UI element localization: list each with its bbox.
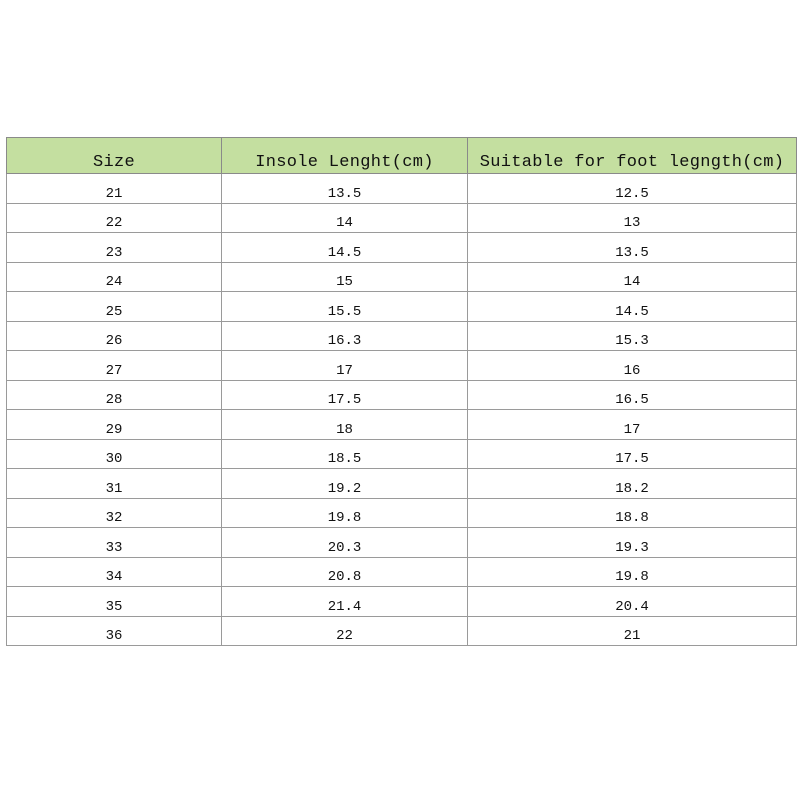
foot-length-cell: 18.2: [468, 469, 797, 499]
size-cell: 36: [7, 617, 222, 646]
header-foot-length: Suitable for foot legngth(cm): [468, 138, 797, 174]
table-row: [7, 469, 797, 499]
size-cell: 32: [7, 499, 222, 528]
foot-length-cell: 19.3: [468, 528, 797, 558]
insole-length-cell: 20.3: [222, 528, 468, 558]
foot-length-cell: 13: [468, 204, 797, 233]
size-cell: 30: [7, 440, 222, 469]
table-row: [7, 558, 797, 587]
size-cell: 26: [7, 322, 222, 351]
insole-length-cell: 17.5: [222, 381, 468, 410]
size-cell: 23: [7, 233, 222, 263]
foot-length-cell: 14: [468, 263, 797, 292]
size-chart-table: [6, 137, 797, 646]
insole-length-cell: 16.3: [222, 322, 468, 351]
table-row: [7, 410, 797, 440]
size-cell: 33: [7, 528, 222, 558]
table-row: [7, 587, 797, 617]
foot-length-cell: 14.5: [468, 292, 797, 322]
size-cell: 28: [7, 381, 222, 410]
foot-length-cell: 21: [468, 617, 797, 646]
insole-length-cell: 13.5: [222, 174, 468, 204]
foot-length-cell: 20.4: [468, 587, 797, 617]
table-row: [7, 263, 797, 292]
header-insole-length: Insole Lenght(cm): [222, 138, 468, 174]
table-row: [7, 322, 797, 351]
foot-length-cell: 17: [468, 410, 797, 440]
size-cell: 29: [7, 410, 222, 440]
table-row: [7, 528, 797, 558]
insole-length-cell: 17: [222, 351, 468, 381]
size-cell: 34: [7, 558, 222, 587]
foot-length-cell: 17.5: [468, 440, 797, 469]
insole-length-cell: 18.5: [222, 440, 468, 469]
size-cell: 27: [7, 351, 222, 381]
table-row: [7, 617, 797, 646]
size-cell: 25: [7, 292, 222, 322]
insole-length-cell: 18: [222, 410, 468, 440]
foot-length-cell: 15.3: [468, 322, 797, 351]
size-cell: 24: [7, 263, 222, 292]
table-row: [7, 440, 797, 469]
foot-length-cell: 18.8: [468, 499, 797, 528]
size-cell: 21: [7, 174, 222, 204]
table-row: [7, 204, 797, 233]
insole-length-cell: 14.5: [222, 233, 468, 263]
insole-length-cell: 15: [222, 263, 468, 292]
foot-length-cell: 13.5: [468, 233, 797, 263]
insole-length-cell: 22: [222, 617, 468, 646]
foot-length-cell: 16: [468, 351, 797, 381]
foot-length-cell: 16.5: [468, 381, 797, 410]
table-row: [7, 292, 797, 322]
table-row: [7, 381, 797, 410]
size-cell: 35: [7, 587, 222, 617]
insole-length-cell: 15.5: [222, 292, 468, 322]
table-body: [7, 174, 797, 646]
table-row: [7, 174, 797, 204]
table-row: [7, 499, 797, 528]
insole-length-cell: 21.4: [222, 587, 468, 617]
size-cell: 22: [7, 204, 222, 233]
table-row: [7, 233, 797, 263]
header-size: Size: [7, 138, 222, 174]
insole-length-cell: 19.2: [222, 469, 468, 499]
insole-length-cell: 20.8: [222, 558, 468, 587]
foot-length-cell: 19.8: [468, 558, 797, 587]
foot-length-cell: 12.5: [468, 174, 797, 204]
header-row: [7, 138, 797, 174]
size-cell: 31: [7, 469, 222, 499]
insole-length-cell: 14: [222, 204, 468, 233]
table-row: [7, 351, 797, 381]
insole-length-cell: 19.8: [222, 499, 468, 528]
